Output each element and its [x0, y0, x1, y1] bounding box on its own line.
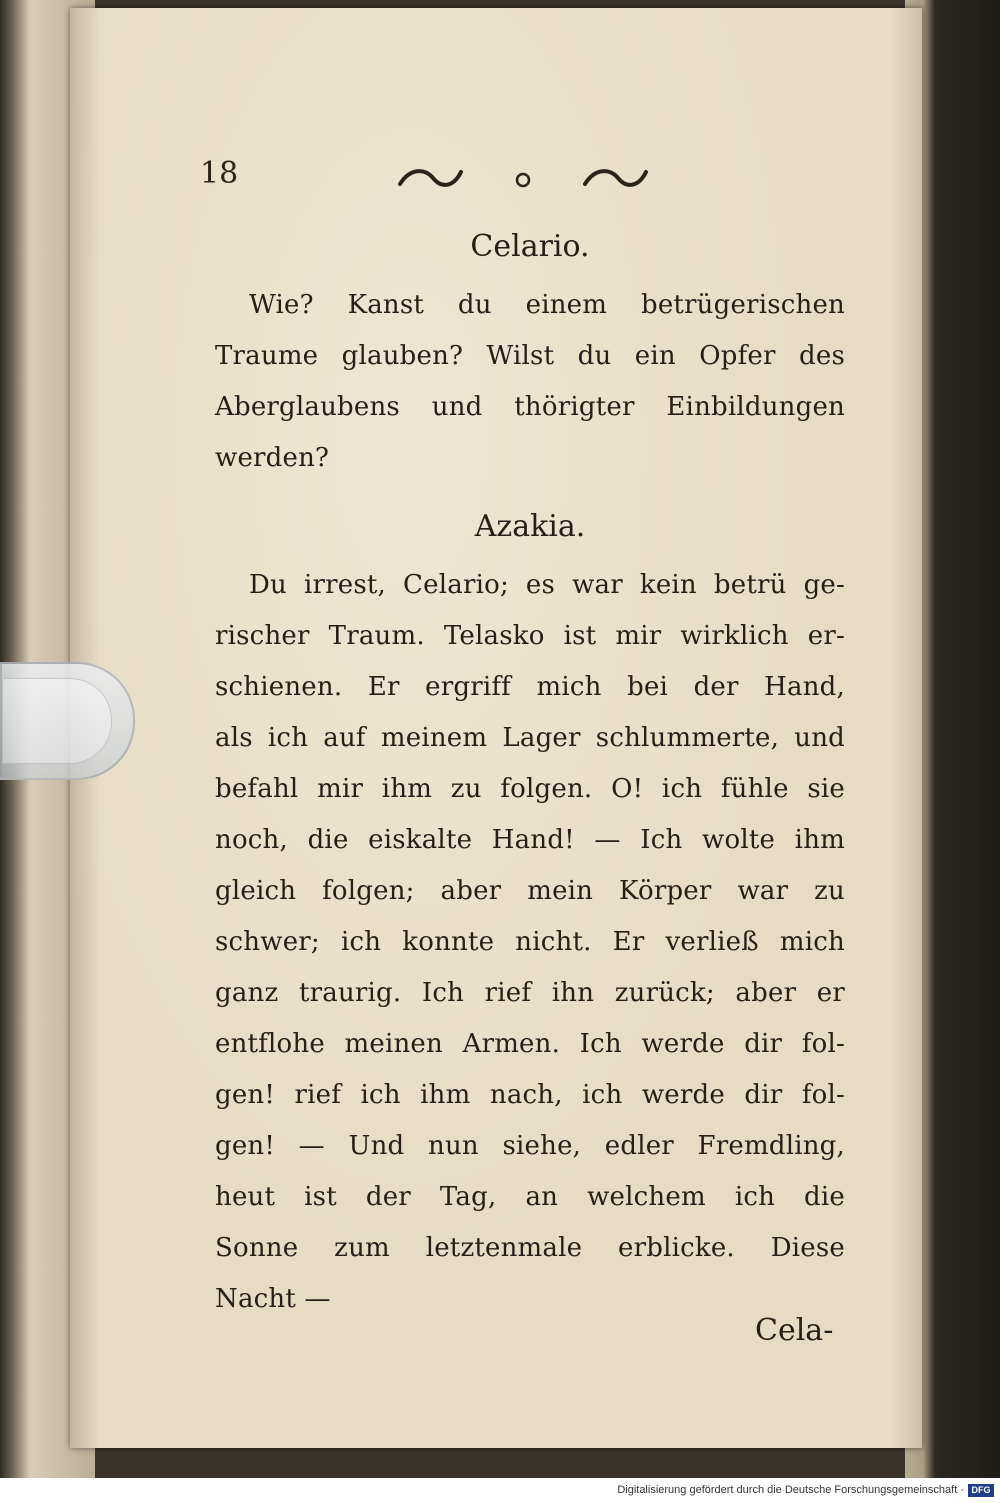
- text-line: gen! rief ich ihm nach, ich werde dir fol-: [215, 1080, 845, 1110]
- text-line: schwer; ich konnte nicht. Er verließ mich: [215, 927, 845, 957]
- page-clip: [0, 662, 135, 780]
- header-ornament-icon: [395, 158, 655, 194]
- dfg-logo-icon: DFG: [968, 1484, 994, 1497]
- page-text: [215, 222, 845, 1325]
- text-line: entflohe meinen Armen. Ich werde dir fol-: [215, 1029, 845, 1059]
- speech-paragraph: [215, 560, 845, 1325]
- page-number: 18: [200, 156, 239, 191]
- digitization-footer: [0, 1478, 1000, 1503]
- text-line: schienen. Er ergriff mich bei der Hand,: [215, 672, 845, 702]
- text-line: ganz traurig. Ich rief ihn zurück; aber er: [215, 978, 845, 1008]
- text-line: Aberglaubens und thörigter Einbildungen: [215, 392, 845, 422]
- text-line: rischer Traum. Telasko ist mir wirklich er-: [215, 621, 845, 651]
- text-line: Nacht —: [215, 1284, 331, 1314]
- text-line: heut ist der Tag, an welchem ich die: [215, 1182, 845, 1212]
- page-clip-inner: [2, 678, 112, 764]
- text-line: als ich auf meinem Lager schlummerte, und: [215, 723, 845, 753]
- text-line: Traume glauben? Wilst du ein Opfer des: [215, 341, 845, 371]
- text-line: werden?: [215, 443, 330, 473]
- funding-credit: Digitalisierung gefördert durch die Deutsche Forschungsgemeinschaft ·: [617, 1484, 964, 1496]
- text-line: Du irrest, Celario; es war kein betrü ge-: [249, 570, 845, 600]
- text-line: noch, die eiskalte Hand! — Ich wolte ihm: [215, 825, 845, 855]
- text-line: Wie? Kanst du einem betrügerischen: [249, 290, 845, 320]
- text-line: gleich folgen; aber mein Körper war zu: [215, 876, 845, 906]
- speech-paragraph: [215, 280, 845, 484]
- text-line: Sonne zum letztenmale erblicke. Diese: [215, 1233, 845, 1263]
- catchword: Cela-: [755, 1313, 834, 1348]
- page-header: [200, 156, 660, 196]
- text-line: gen! — Und nun siehe, edler Fremdling,: [215, 1131, 845, 1161]
- text-line: befahl mir ihm zu folgen. O! ich fühle sie: [215, 774, 845, 804]
- speaker-heading: Celario.: [470, 229, 590, 264]
- speaker-heading: Azakia.: [474, 509, 586, 544]
